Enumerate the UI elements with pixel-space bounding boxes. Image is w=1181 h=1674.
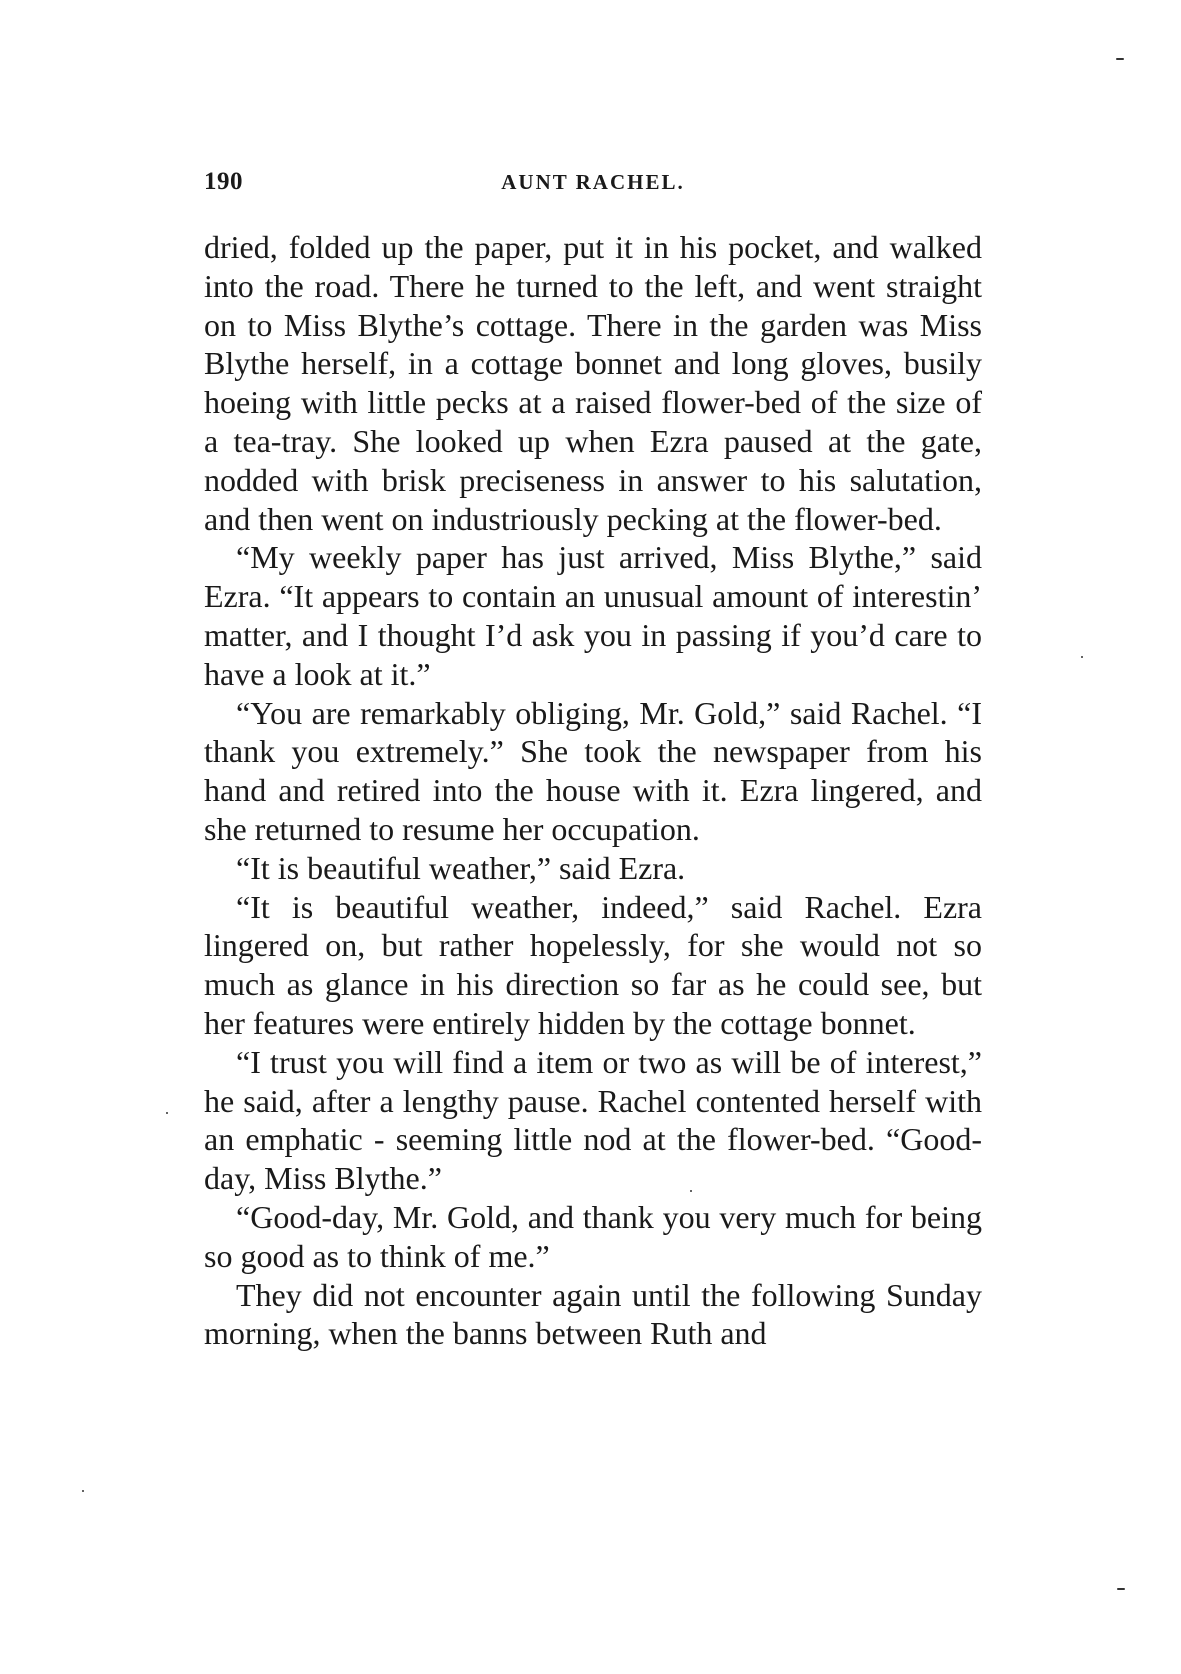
paragraph: “My weekly paper has just arrived, Miss Blythe,” said Ezra. “It appears to contain an unusual amount of interestin’ matter, and I thought I’d ask you in passing if you’d care to have a look at it.”	[204, 539, 982, 692]
paragraph: “Good-day, Mr. Gold, and thank you very much for being so good as to think of me.”	[204, 1198, 982, 1274]
scan-speck	[1117, 1588, 1125, 1590]
paragraph: “It is beautiful weather,” said Ezra.	[236, 849, 686, 886]
paragraph: “It is beautiful weather, indeed,” said Rachel. Ezra lingered on, but rather hopelessly, for she would not so much as glance in his direction so far as he could see, but her features were entirely hidden by the cottage bonnet.	[204, 888, 982, 1041]
scan-speck	[82, 1490, 84, 1492]
paragraph: They did not encounter again until the following Sunday morning, when the banns between Ruth and	[204, 1276, 982, 1352]
paragraph: “I trust you will find a item or two as will be of interest,” he said, after a lengthy pause. Rachel contented herself with an emphatic - seeming little nod at the flower-bed. “Good-day, Miss Blythe.”	[204, 1043, 982, 1197]
paragraph: dried, folded up the paper, put it in his pocket, and walked into the road. There he turned to the left, and went straight on to Miss Blythe’s cottage. There in the garden was Miss Blythe herself, in a cottage bonnet and long gloves, busily hoeing with little pecks at a raised flower-bed of the size of a tea-tray. She looked up when Ezra paused at the gate, nodded with brisk preciseness in answer to his salutation, and then went on industriously pecking at the flower-bed.	[204, 229, 982, 537]
paragraph: “You are remarkably obliging, Mr. Gold,” said Rachel. “I thank you extremely.” She took the newspaper from his hand and retired into the house with it. Ezra lingered, and she returned to resume her occupation.	[204, 694, 982, 847]
scan-speck	[690, 1190, 692, 1192]
body-text	[204, 228, 982, 1353]
scan-speck	[166, 1112, 168, 1114]
page-header	[204, 168, 982, 208]
scan-speck	[1116, 58, 1124, 60]
running-head: AUNT RACHEL.	[501, 170, 685, 194]
page-number: 190	[204, 168, 243, 195]
scan-speck	[1081, 656, 1083, 658]
